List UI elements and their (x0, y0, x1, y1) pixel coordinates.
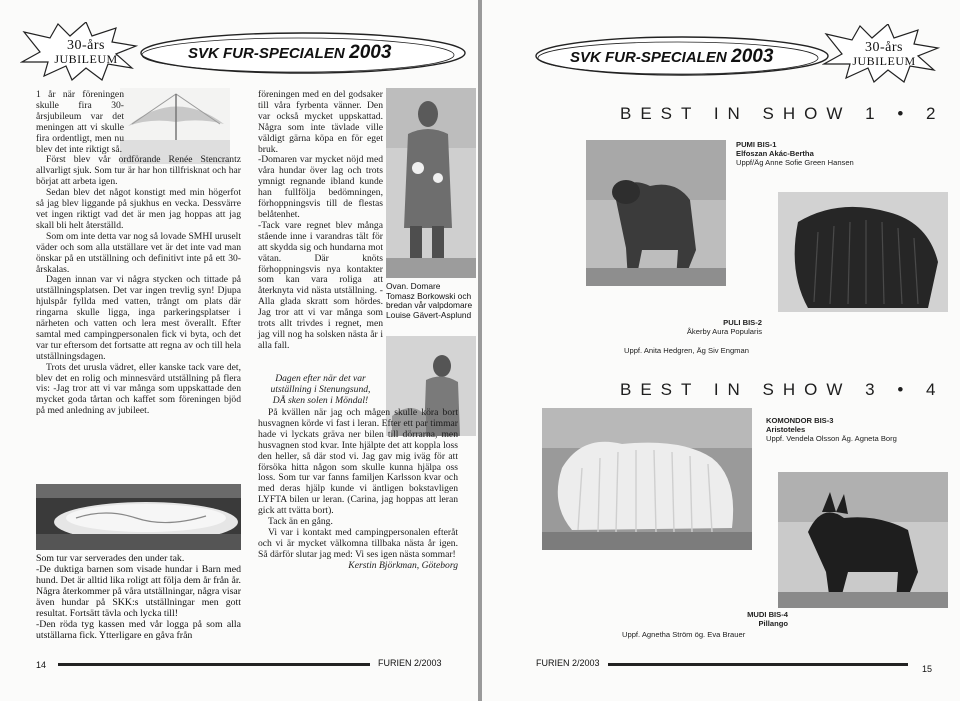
cake-caption-line: Som tur var serverades den under tak. (36, 553, 185, 564)
poem-block (258, 374, 383, 407)
judge-caption-line: Ovan. Domare (386, 281, 441, 291)
dog1-name: Elfoszan Akác-Bertha (736, 149, 814, 159)
dog2-caption (652, 318, 762, 336)
judge-photo (386, 88, 476, 278)
dog2-owner-line (624, 346, 749, 355)
dog4-award: MUDI BIS-4 (747, 610, 788, 619)
footer-issue-left: FURIEN 2/2003 (378, 658, 442, 668)
judge-caption-line: Louise Gävert-Asplund (386, 309, 472, 320)
dog3-award: KOMONDOR BIS-3 (766, 416, 834, 425)
badge-line1: 30-års (67, 38, 105, 53)
dog2-owner: Uppf. Anita Hedgren, Äg Siv Engman (624, 346, 749, 355)
dog4-owner: Uppf. Agnetha Ström ög. Eva Brauer (622, 630, 746, 639)
col1-para: Trots det urusla vädret, eller kanske tack vare det, blev det en rolig och minnesvärd utställning på flera vis: -Jag tror att vi var många som uppskattade den mycket goda tårtan och kaffet som föreningen bjöd på med anledning av jubileet. (36, 361, 241, 417)
banner-year-right: 2003 (731, 46, 774, 67)
col2-bottom-para: Tack än en gång. (268, 516, 333, 528)
cake-photo (36, 484, 241, 550)
col1-para: Som om inte detta var nog så lovade SMHI uruselt väder och som alla utställare vet är det inte vad man önskar på en utställning och definitivt inte på ett 30-årskalas. (36, 230, 241, 275)
signature: Kerstin Björkman, Göteborg (348, 559, 458, 571)
judge-caption-line: Tomasz Borkowski och (386, 290, 472, 301)
banner-prefix-right: SVK FUR-SPECIALEN (570, 49, 727, 66)
col2-para: -Domaren var mycket nöjd med våra hundar över lag och trots ymnigt regnande ibland kunde han fullfölja bedömningen, förhoppningsvis till de flestas belåtenhet. (258, 154, 383, 220)
footer-rule-left (58, 663, 370, 666)
article-col-1 (36, 90, 241, 417)
poem-line: utställning i Stenungsund, (270, 383, 371, 395)
article-col-2-top (258, 90, 383, 352)
footer-rule-right (608, 663, 908, 666)
left-page (0, 0, 478, 701)
cake-caption (36, 553, 241, 641)
bis-heading-1-2: BEST IN SHOW 1 • 2 (620, 104, 945, 123)
col1-para: 1 år när föreningen skulle fira 30-årsjubileum var det meningen att vi skulle fira ordentligt, men nu blev det inte riktigt så. (36, 89, 124, 155)
puli-photo (778, 192, 948, 312)
dog4-owner-line (622, 630, 745, 639)
pumi-photo (586, 140, 726, 286)
poem-line: DÅ sken solen i Möndal! (272, 394, 369, 406)
col2-top-para: föreningen med en del godsaker till våra fyrbenta vänner. Den var också mycket uppskattad. Några som inte tävlade ville väldigt gärna köpa en för eget bruk. (258, 89, 383, 155)
dog3-owner: Uppf. Vendela Olsson Äg. Agneta Borg (766, 434, 897, 444)
banner-prefix: SVK FUR-SPECIALEN (188, 45, 345, 62)
col2-bottom-para: På kvällen när jag och mågen skulle köra bort husvagnen körde vi fast i leran. Efter ett par timmar hade vi lyckats gräva ner bilen till dörrarna, men husvagnen stod kvar. Inte hjälpte det att koppla loss den heller, så där stod vi. Jag gav mig iväg för att försöka hitta någon som skulle kunna hjälpa oss loss. Som tur var fanns familjen Karlsson kvar och med deras hjälp kunde vi äntligen bokstavligen LYFTA bilen ur leran. (Carina, jag hoppas att leran gick att tvätta bort). (258, 407, 458, 517)
badge-line2: JUBILEUM (54, 52, 118, 66)
badge-line2-right: JUBILEUM (852, 54, 916, 68)
dog2-award: PULI BIS-2 (723, 318, 762, 327)
banner-title (188, 42, 391, 64)
komondor-photo (542, 408, 752, 550)
col1-para: Först blev vår ordförande Renée Stencrantz allvarligt sjuk. Som tur är har hon tillfrisknat och har börjat att arbeta igen. (36, 154, 241, 188)
col2-bottom-para: Vi var i kontakt med campingpersonalen efteråt och vi är mycket välkomna tillbaka nästa år igen. Så därför slutar jag med: Vi ses igen nästa sommar! (258, 526, 458, 560)
dog3-caption (766, 416, 897, 444)
banner-title-right (570, 46, 773, 68)
dog3-name: Aristoteles (766, 425, 806, 435)
footer-issue-right: FURIEN 2/2003 (536, 658, 600, 668)
page-number-right: 15 (922, 664, 933, 674)
poem-line: Dagen efter när det var (275, 373, 366, 384)
dog4-caption (678, 610, 788, 628)
dog1-owner: Uppf/Äg Anne Sofie Green Hansen (736, 158, 854, 168)
mudi-photo (778, 472, 948, 608)
dog4-name: Pillango (758, 619, 788, 629)
col1-para: Sedan blev det något konstigt med min högerfot så jag blev liggande på sjukhus en vecka. Dessvärre vet ingen riktigt vad det är men jag hoppas att jag skall bli helt återställd. (36, 187, 241, 231)
judge-caption (386, 282, 472, 320)
cake-caption-line: -Den röda tyg kassen med vår logga på som alla utställarna fick. Ytterligare en gåva från (36, 619, 241, 641)
judge-caption-line: bredan vår valpdomare (386, 300, 473, 310)
cake-caption-line: -De duktiga barnen som visade hundar i Barn med hund. Det är alltid lika roligt att följa dem år från år. Några återkommer på våra utställningar, några visar även hundar på SKK:s utställningar men gott resultat. Fortsätt tävla och lycka till! (36, 564, 241, 619)
dog1-award: PUMI BIS-1 (736, 140, 777, 149)
right-page (482, 0, 960, 701)
bis-heading-3-4: BEST IN SHOW 3 • 4 (620, 380, 945, 399)
col1-para: Dagen innan var vi några stycken och tittade på utställningsplatsen. Det var ingen trevlig syn! Djupa hjulspår fyllda med vatten, trångt om plats där ringarna skulle ligga, inga parkeringsplatser i närheten och vatten och lera mest överallt. Efter samtal med campingpersonalen fick vi byta, och det var tur eftersom det fortsatte att regna av och till hela utställningsdagen. (36, 274, 241, 362)
banner-year: 2003 (349, 42, 392, 63)
col2-para: -Tack vare regnet blev många stående inne i varandras tält för att skydda sig och hundarna mot vätan. Där knöts förhoppningsvis nya kontakter som kan vara roliga att återknyta vid nästa utställning. -Alla glada skratt som hördes. Jag tror att vi var många som trots allt trivdes i regnet, men jag vill nog ha solsken nästa år i alla fall. (258, 219, 383, 351)
dog2-name: Åkerby Aura Popularis (686, 327, 762, 337)
dog1-caption (736, 140, 854, 168)
article-col-2-bottom (258, 408, 458, 572)
badge-line1-right: 30-års (865, 40, 903, 55)
page-number-left: 14 (36, 660, 47, 670)
